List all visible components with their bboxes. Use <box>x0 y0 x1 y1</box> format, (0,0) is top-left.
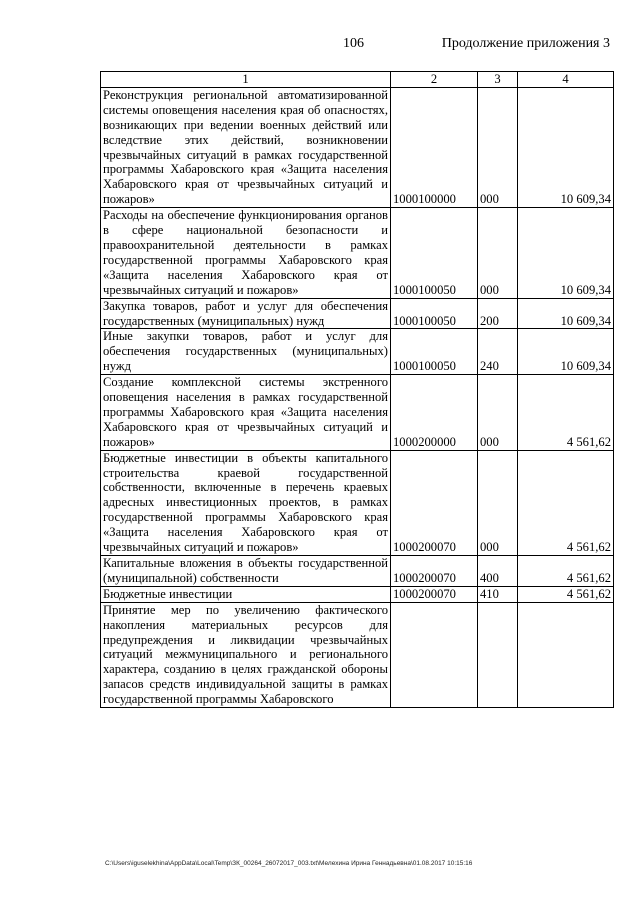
table-row <box>101 87 614 207</box>
column-header-1: 1 <box>101 72 391 88</box>
row-name: Бюджетные инвестиции в объекты капитального строительства краевой государственной собственности, включенные в перечень краевых адресных инвестиционных проектов, в рамках государственной программы Хабаровского края «Защита населения Хабаровского края от чрезвычайных ситуаций и пожаров» <box>101 450 391 555</box>
table-header-row <box>101 72 614 88</box>
row-code: 1000200070 <box>391 586 478 602</box>
continuation-label: Продолжение приложения 3 <box>441 36 610 51</box>
row-sub: 410 <box>478 586 518 602</box>
table-row <box>101 298 614 329</box>
row-name: Бюджетные инвестиции <box>101 586 391 602</box>
row-name: Иные закупки товаров, работ и услуг для обеспечения государственных (муниципальных) нужд <box>101 329 391 375</box>
row-sub: 000 <box>478 375 518 451</box>
table-row <box>101 556 614 587</box>
table-row <box>101 602 614 707</box>
row-amount: 10 609,34 <box>518 329 614 375</box>
row-sub <box>478 602 518 707</box>
row-sub: 400 <box>478 556 518 587</box>
row-amount: 4 561,62 <box>518 556 614 587</box>
row-code: 1000200070 <box>391 556 478 587</box>
table-row <box>101 329 614 375</box>
row-name: Капитальные вложения в объекты государственной (муниципальной) собственности <box>101 556 391 587</box>
row-sub: 000 <box>478 450 518 555</box>
row-amount: 10 609,34 <box>518 298 614 329</box>
footer-file-path: C:\Users\iguselekhina\AppData\Local\Temp\ЗК_00264_26072017_003.txt\Мелехина Ирина Геннадьевна\01.08.2017 10:15:16 <box>105 860 473 867</box>
table-row <box>101 375 614 451</box>
row-amount: 4 561,62 <box>518 450 614 555</box>
column-header-2: 2 <box>391 72 478 88</box>
row-code: 1000100050 <box>391 208 478 298</box>
row-name: Расходы на обеспечение функционирования органов в сфере национальной безопасности и правоохранительной деятельности в рамках государственной программы Хабаровского края «Защита населения Хабаровского края от чрезвычайных ситуаций и пожаров» <box>101 208 391 298</box>
row-name: Принятие мер по увеличению фактического накопления материальных ресурсов для предупреждения и ликвидации чрезвычайных ситуаций межмуниципального и регионального характера, созданию в целях гражданской обороны запасов средств индивидуальной защиты в рамках государственной программы Хабаровского <box>101 602 391 707</box>
row-code <box>391 602 478 707</box>
row-sub: 000 <box>478 208 518 298</box>
table-row <box>101 208 614 298</box>
row-sub: 200 <box>478 298 518 329</box>
row-amount <box>518 602 614 707</box>
row-name: Реконструкция региональной автоматизированной системы оповещения населения края об опасностях, возникающих при ведении военных действий или вследствие этих действий, возникновении чрезвычайных ситуаций в рамках государственной программы Хабаровского края «Защита населения Хабаровского края от чрезвычайных ситуаций и пожаров» <box>101 87 391 207</box>
row-amount: 4 561,62 <box>518 375 614 451</box>
row-amount: 10 609,34 <box>518 208 614 298</box>
column-header-4: 4 <box>518 72 614 88</box>
row-name: Создание комплексной системы экстренного оповещения населения в рамках государственной программы Хабаровского края «Защита населения Хабаровского края от чрезвычайных ситуаций и пожаров» <box>101 375 391 451</box>
row-sub: 240 <box>478 329 518 375</box>
row-code: 1000200070 <box>391 450 478 555</box>
table-row <box>101 586 614 602</box>
row-sub: 000 <box>478 87 518 207</box>
row-code: 1000200000 <box>391 375 478 451</box>
row-amount: 10 609,34 <box>518 87 614 207</box>
page-number: 106 <box>343 36 364 51</box>
row-name: Закупка товаров, работ и услуг для обеспечения государственных (муниципальных) нужд <box>101 298 391 329</box>
row-code: 1000100050 <box>391 298 478 329</box>
table-row <box>101 450 614 555</box>
budget-table <box>100 71 614 708</box>
row-code: 1000100000 <box>391 87 478 207</box>
row-amount: 4 561,62 <box>518 586 614 602</box>
column-header-3: 3 <box>478 72 518 88</box>
row-code: 1000100050 <box>391 329 478 375</box>
